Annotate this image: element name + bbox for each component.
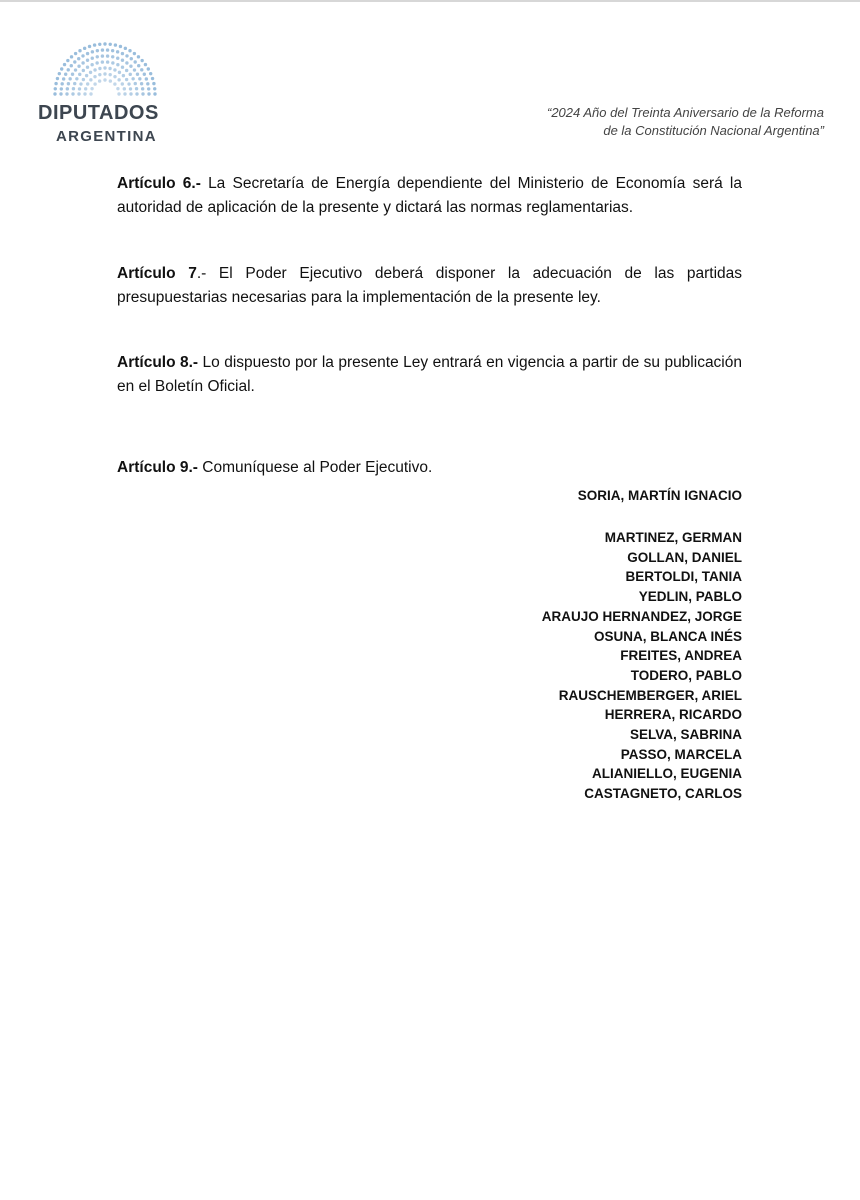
seat-dot xyxy=(58,72,61,75)
logo-title: DIPUTADOS xyxy=(38,102,159,124)
seat-dot xyxy=(111,55,114,58)
seat-dot xyxy=(111,61,114,64)
seat-dot xyxy=(98,67,101,70)
seat-dot xyxy=(129,73,132,76)
seat-dot xyxy=(70,55,73,58)
seat-dot xyxy=(149,72,152,75)
top-border xyxy=(0,0,860,2)
logo-subtitle: ARGENTINA xyxy=(56,128,157,145)
seat-dot xyxy=(88,45,91,48)
seat-dot xyxy=(66,87,69,90)
cosigner: OSUNA, BLANCA INÉS xyxy=(593,628,742,644)
seat-dot xyxy=(144,63,147,66)
seat-dot xyxy=(86,66,89,69)
article-9 xyxy=(117,456,742,480)
seat-dot xyxy=(68,77,71,80)
seat-dot xyxy=(125,61,128,64)
seat-dot xyxy=(141,92,144,95)
seat-dot xyxy=(64,73,67,76)
seat-dot xyxy=(74,68,77,71)
diputados-logo xyxy=(30,40,180,150)
seat-dot xyxy=(135,92,138,95)
seat-dot xyxy=(111,49,114,52)
seat-dot xyxy=(122,74,125,77)
seat-dot xyxy=(71,73,74,76)
seat-dot xyxy=(67,68,70,71)
seat-dot xyxy=(86,82,89,85)
seat-dot xyxy=(103,42,106,45)
seat-dot xyxy=(89,92,92,95)
lead-signatory: SORIA, MARTÍN IGNACIO xyxy=(577,488,742,503)
seat-dot xyxy=(91,50,94,53)
seat-dot xyxy=(117,78,120,81)
seat-dot xyxy=(125,78,128,81)
seat-dot xyxy=(129,92,132,95)
seat-dot xyxy=(140,82,143,85)
article-text: La Secretaría de Energía dependiente del Ministerio de Economía será la autoridad de aplicación de la presente y dictará las normas reglamentarias. xyxy=(117,174,743,216)
motto-line-1: “2024 Año del Treinta Aniversario de la Reforma xyxy=(547,105,824,120)
seat-dot xyxy=(90,63,93,66)
seat-dot xyxy=(101,60,104,63)
seat-dot xyxy=(73,60,76,63)
seat-dot xyxy=(72,87,75,90)
cosigner: HERRERA, RICARDO xyxy=(604,707,742,723)
seat-dot xyxy=(123,92,126,95)
seat-dot xyxy=(113,75,116,78)
seat-dot xyxy=(152,82,155,85)
seat-dot xyxy=(147,92,150,95)
seat-dot xyxy=(135,87,138,90)
motto-line-2: de la Constitución Nacional Argentina” xyxy=(603,123,824,138)
article-8 xyxy=(117,351,742,399)
seat-dot xyxy=(70,64,73,67)
seat-dot xyxy=(138,77,141,80)
seat-dot xyxy=(83,92,86,95)
seat-dot xyxy=(98,73,101,76)
seat-dot xyxy=(78,87,81,90)
cosigner: CASTAGNETO, CARLOS xyxy=(584,786,742,802)
seat-dot xyxy=(121,82,124,85)
seat-dot xyxy=(56,77,59,80)
seat-dot xyxy=(109,43,112,46)
cosigner: FREITES, ANDREA xyxy=(620,648,742,664)
article-label: Artículo 6.- xyxy=(117,174,201,192)
seat-dot xyxy=(82,69,85,72)
seat-dot xyxy=(54,82,57,85)
seat-dot xyxy=(60,82,63,85)
article-text: .- El Poder Ejecutivo deberá disponer la adecuación de las partidas presupuestarias necesarias para la implementación de la presente ley. xyxy=(117,264,743,306)
seat-dot xyxy=(129,65,132,68)
cosigner: RAUSCHEMBERGER, ARIEL xyxy=(558,687,742,703)
seat-dot xyxy=(109,79,112,82)
seat-dot xyxy=(65,92,68,95)
year-motto xyxy=(464,104,824,140)
seat-dot xyxy=(93,75,96,78)
seat-dot xyxy=(93,82,96,85)
seat-dot xyxy=(143,73,146,76)
seat-dot xyxy=(54,87,57,90)
seat-dot xyxy=(53,92,56,95)
seat-dot xyxy=(79,82,82,85)
seat-dot xyxy=(67,82,70,85)
seat-dot xyxy=(85,74,88,77)
seat-dot xyxy=(95,61,98,64)
seat-dot xyxy=(121,66,124,69)
seat-dot xyxy=(75,77,78,80)
seat-dot xyxy=(78,73,81,76)
seat-dot xyxy=(140,68,143,71)
seat-dot xyxy=(153,92,156,95)
article-label: Artículo 9.- xyxy=(117,458,198,476)
seat-dot xyxy=(90,87,93,90)
seat-dot xyxy=(128,49,131,52)
seat-dot xyxy=(83,47,86,50)
seat-dot xyxy=(81,54,84,57)
seat-dot xyxy=(101,54,104,57)
seat-dot xyxy=(106,48,109,51)
seat-dot xyxy=(114,43,117,46)
seat-dot xyxy=(116,87,119,90)
seat-dot xyxy=(103,78,106,81)
seat-dot xyxy=(63,63,66,66)
seat-dot xyxy=(119,45,122,48)
seat-dot xyxy=(147,87,150,90)
seat-dot xyxy=(131,77,134,80)
seat-dot xyxy=(103,72,106,75)
seat-dot xyxy=(125,54,128,57)
seat-dot xyxy=(136,73,139,76)
seat-dot xyxy=(86,59,89,62)
seat-dot xyxy=(82,78,85,81)
seat-dot xyxy=(133,68,136,71)
seat-dot xyxy=(134,82,137,85)
seat-dot xyxy=(77,65,80,68)
seat-dot xyxy=(118,71,121,74)
seat-dot xyxy=(86,52,89,55)
seat-dot xyxy=(81,61,84,64)
article-text: Lo dispuesto por la presente Ley entrará en vigencia a partir de su publicación en el Boletín Oficial. xyxy=(117,353,742,395)
seat-dot xyxy=(66,59,69,62)
cosigner: GOLLAN, DANIEL xyxy=(627,549,742,565)
cosigner: ALIANIELLO, EUGENIA xyxy=(591,766,742,782)
seat-dot xyxy=(96,55,99,58)
seat-dot xyxy=(108,67,111,70)
seat-dot xyxy=(93,68,96,71)
seat-dot xyxy=(96,49,99,52)
seat-dot xyxy=(141,87,144,90)
cosigner: MARTINEZ, GERMAN xyxy=(604,530,742,545)
seat-dot xyxy=(113,82,116,85)
seat-dot xyxy=(140,59,143,62)
seat-dot xyxy=(123,87,126,90)
seat-dot xyxy=(116,56,119,59)
seat-dot xyxy=(125,69,128,72)
seat-dot xyxy=(98,43,101,46)
seat-dot xyxy=(133,60,136,63)
seat-dot xyxy=(71,92,74,95)
seat-dot xyxy=(108,73,111,76)
seat-dot xyxy=(62,77,65,80)
seat-dot xyxy=(137,55,140,58)
seat-dot xyxy=(130,57,133,60)
seat-dot xyxy=(117,92,120,95)
seat-dot xyxy=(106,54,109,57)
seat-dot xyxy=(113,68,116,71)
article-label: Artículo 7 xyxy=(117,264,197,282)
cosigner: BERTOLDI, TANIA xyxy=(625,569,742,585)
cosigner: TODERO, PABLO xyxy=(630,667,742,683)
seat-dot xyxy=(78,49,81,52)
seat-dot xyxy=(103,66,106,69)
cosigner: YEDLIN, PABLO xyxy=(638,589,742,605)
cosigner: ARAUJO HERNANDEZ, JORGE xyxy=(541,608,742,624)
seat-dot xyxy=(89,78,92,81)
article-7 xyxy=(117,262,742,310)
seat-dot xyxy=(133,52,136,55)
seat-dot xyxy=(60,87,63,90)
seat-dot xyxy=(106,60,109,63)
seat-dot xyxy=(129,87,132,90)
seat-dot xyxy=(91,56,94,59)
seat-dot xyxy=(59,92,62,95)
seat-dot xyxy=(60,67,63,70)
seat-dot xyxy=(89,71,92,74)
seat-dot xyxy=(147,67,150,70)
seat-dot xyxy=(145,77,148,80)
cosigner-list xyxy=(542,528,742,804)
seat-dot xyxy=(153,87,156,90)
seat-dot xyxy=(116,63,119,66)
seat-dot xyxy=(93,43,96,46)
article-text: Comuníquese al Poder Ejecutivo. xyxy=(197,458,433,476)
seat-dot xyxy=(98,79,101,82)
chamber-dots-icon xyxy=(50,40,160,98)
seat-dot xyxy=(73,82,76,85)
seat-dot xyxy=(116,50,119,53)
seat-dot xyxy=(101,48,104,51)
seat-dot xyxy=(146,82,149,85)
seat-dot xyxy=(77,57,80,60)
cosigner: SELVA, SABRINA xyxy=(629,727,742,743)
cosigner: PASSO, MARCELA xyxy=(620,746,742,762)
seat-dot xyxy=(77,92,80,95)
article-label: Artículo 8.- xyxy=(117,353,199,371)
seat-dot xyxy=(151,77,154,80)
seat-dot xyxy=(121,52,124,55)
seat-dot xyxy=(74,52,77,55)
seat-dot xyxy=(127,82,130,85)
seat-dot xyxy=(84,87,87,90)
seat-dot xyxy=(137,64,140,67)
seat-dot xyxy=(124,47,127,50)
article-6 xyxy=(117,172,742,220)
seat-dot xyxy=(121,59,124,62)
